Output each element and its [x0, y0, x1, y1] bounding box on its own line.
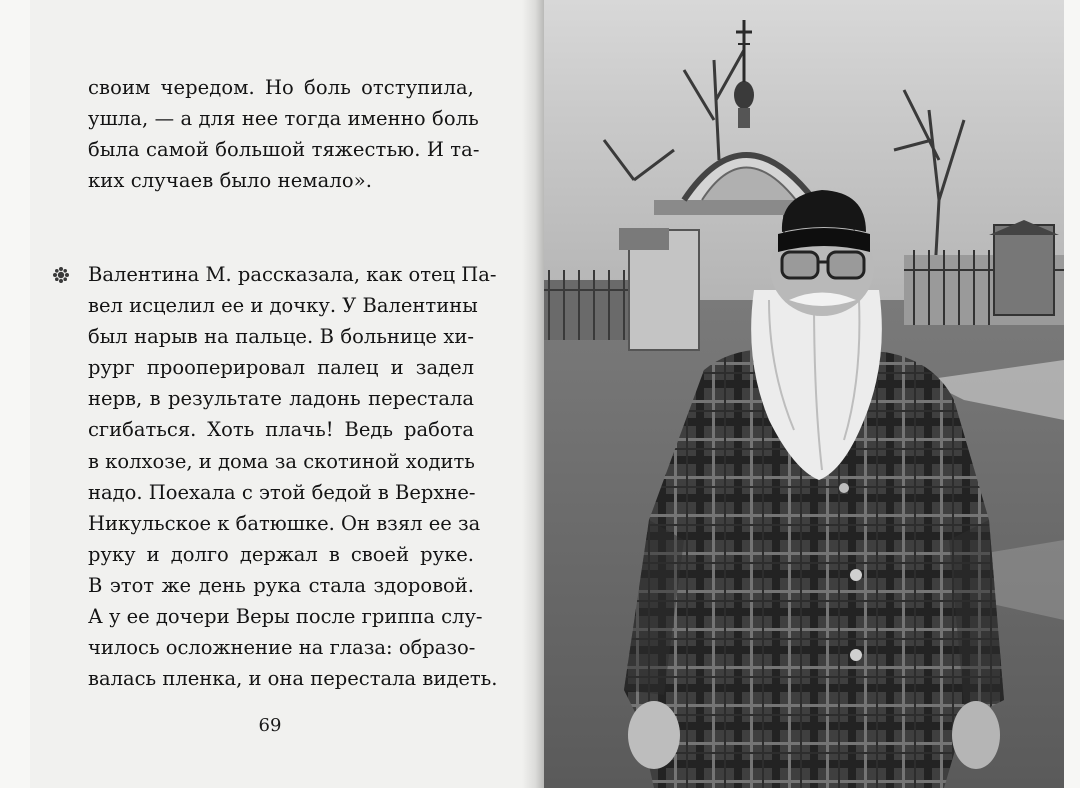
text-line: рург прооперировал палец и задел: [88, 356, 474, 380]
page-number: 69: [258, 715, 282, 736]
text-line: ких случаев было немало».: [88, 169, 373, 193]
text-line: надо. Поехала с этой бедой в Верхне-: [88, 480, 476, 504]
text-line: была самой большой тяжестью. И та-: [88, 138, 480, 162]
page-gutter: [522, 0, 544, 788]
text-line: А у ее дочери Веры после гриппа слу-: [88, 605, 483, 629]
text-line: ушла, — а для нее тогда именно боль: [88, 107, 479, 131]
text-line: В этот же день рука стала здоровой.: [88, 573, 474, 597]
text-line: своим чередом. Но боль отступила,: [88, 76, 474, 99]
text-line: нерв, в результате ладонь перестала: [88, 387, 474, 411]
text-line: валась пленка, и она перестала видеть.: [88, 667, 498, 691]
text-line: Никульское к батюшке. Он взял ее за: [88, 511, 481, 535]
paragraph-valentina: [88, 259, 498, 694]
text-line: был нарыв на пальце. В больнице хи-: [88, 325, 474, 349]
paragraph-continuation: [88, 72, 480, 196]
text-line: вел исцелил ее и дочку. У Валентины: [88, 294, 478, 318]
priest-photograph: [544, 0, 1064, 788]
text-line: сгибаться. Хоть плачь! Ведь работа: [88, 418, 474, 442]
flower-ornament-icon: [52, 266, 70, 284]
text-line: чилось осложнение на глаза: образо-: [88, 636, 476, 660]
text-line: в колхозе, и дома за скотиной ходить: [88, 449, 475, 473]
text-line: Валентина М. рассказала, как отец Па-: [88, 263, 497, 286]
text-line: руку и долго держал в своей руке.: [88, 542, 474, 566]
